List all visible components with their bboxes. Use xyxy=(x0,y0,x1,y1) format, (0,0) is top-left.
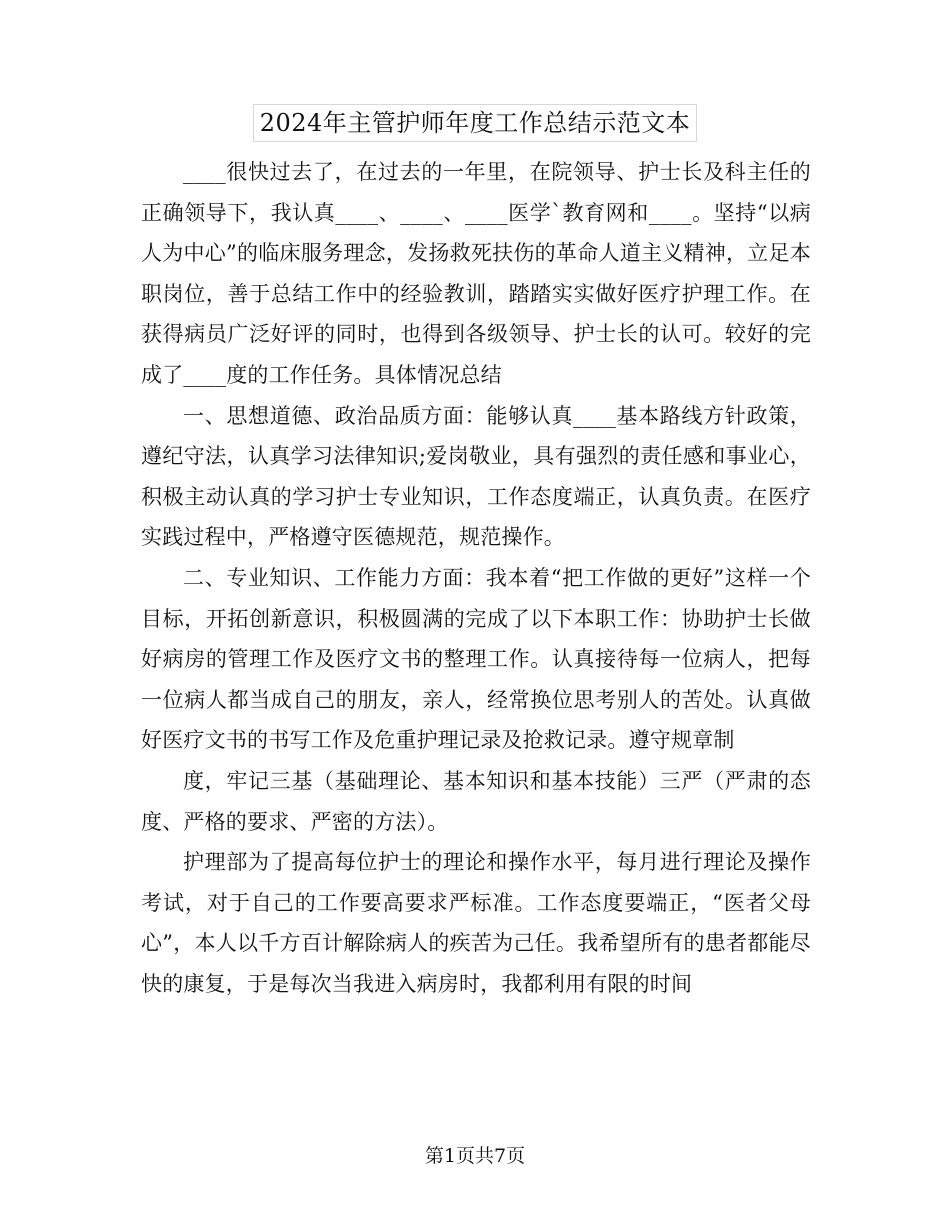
document-title xyxy=(0,104,950,142)
paragraph-professional: 二、专业知识、工作能力方面：我本着“把工作做的更好”这样一个目标，开拓创新意识，积极圆满的完成了以下本职工作：协助护士长做好病房的管理工作及医疗文书的整理工作。认真接待每一位病人，把每一位病人都当成自己的朋友，亲人，经常换位思考别人的苦处。认真做好医疗文书的书写工作及危重护理记录及抢救记录。遵守规章制 xyxy=(141,565,811,753)
page-number: 第1页共7页 xyxy=(424,1145,526,1167)
paragraph-nursing-department: 护理部为了提高每位护士的理论和操作水平，每月进行理论及操作考试，对于自己的工作要高要求严标准。工作态度要端正，“医者父母心”，本人以千方百计解除病人的疾苦为己任。我希望所有的患者都能尽快的康复，于是每次当我进入病房时，我都利用有限的时间 xyxy=(141,850,811,996)
paragraph-intro: ____很快过去了，在过去的一年里，在院领导、护士长及科主任的正确领导下，我认真____、____、____医学`教育网和____。坚持“以病人为中心”的临床服务理念，发扬救死扶伤的革命人道主义精神，立足本职岗位，善于总结工作中的经验教训，踏踏实实做好医疗护理工作。在获得病员广泛好评的同时，也得到各级领导、护士长的认可。较好的完成了____度的工作任务。具体情况总结 xyxy=(141,160,811,387)
paragraph-ideology: 一、思想道德、政治品质方面：能够认真____基本路线方针政策，遵纪守法，认真学习法律知识;爱岗敬业，具有强烈的责任感和事业心，积极主动认真的学习护士专业知识，工作态度端正，认真负责。在医疗实践过程中，严格遵守医德规范，规范操作。 xyxy=(141,403,811,550)
document-body xyxy=(141,152,811,1004)
document-title-text: 2024年主管护师年度工作总结示范文本 xyxy=(253,104,698,142)
paragraph-rules: 度，牢记三基（基础理论、基本知识和基本技能）三严（严肃的态度、严格的要求、严密的方法）。 xyxy=(141,768,811,834)
